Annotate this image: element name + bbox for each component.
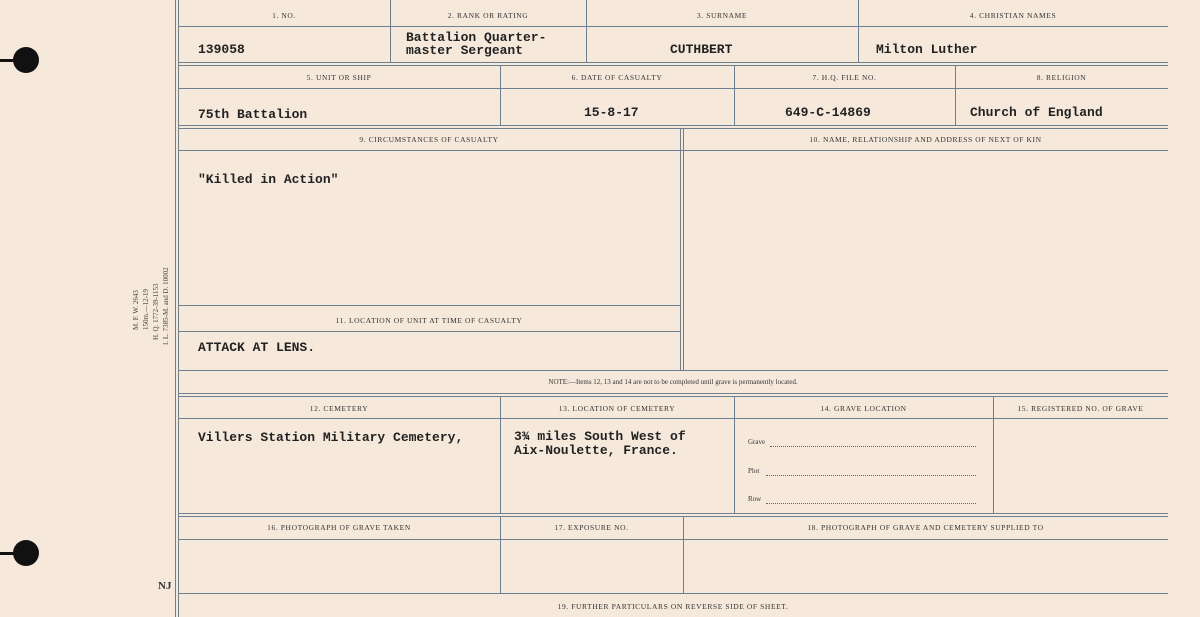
row1-header-rule bbox=[178, 26, 1168, 27]
header-rank: 2. RANK OR RATING bbox=[447, 11, 529, 20]
note-bottom-rule bbox=[178, 393, 1168, 394]
binder-hole-top-tab bbox=[0, 59, 20, 62]
location-header-rule bbox=[178, 331, 680, 332]
value-hq: 649-C-14869 bbox=[785, 105, 871, 120]
header-exposure: 17. EXPOSURE NO. bbox=[554, 523, 629, 532]
row-field-line bbox=[766, 503, 976, 504]
header-further: 19. FURTHER PARTICULARS ON REVERSE SIDE OF SHEET. bbox=[557, 602, 789, 611]
header-religion: 8. RELIGION bbox=[1036, 73, 1087, 82]
value-location-unit: ATTACK AT LENS. bbox=[198, 340, 316, 355]
grave-field-line bbox=[770, 446, 976, 447]
value-cemetery: Villers Station Military Cemetery, bbox=[198, 430, 464, 445]
row4-divider-a bbox=[500, 396, 501, 514]
plot-field-label: Plot bbox=[748, 467, 760, 475]
header-christian: 4. CHRISTIAN NAMES bbox=[969, 11, 1057, 20]
value-unit: 75th Battalion bbox=[198, 107, 308, 122]
row1-bottom-rule bbox=[178, 62, 1168, 63]
row3-bottom-rule bbox=[178, 370, 1168, 371]
header-hq: 7. H.Q. FILE NO. bbox=[812, 73, 877, 82]
row5-header-rule bbox=[178, 539, 1168, 540]
header-date: 6. DATE OF CASUALTY bbox=[571, 73, 663, 82]
header-surname: 3. SURNAME bbox=[696, 11, 748, 20]
row-field-label: Row bbox=[748, 495, 762, 503]
row3-divider bbox=[680, 128, 681, 370]
row2-bottom-rule bbox=[178, 125, 1168, 126]
row4-header-rule bbox=[178, 418, 1168, 419]
header-photo-supplied: 18. PHOTOGRAPH OF GRAVE AND CEMETERY SUPPLIED TO bbox=[807, 523, 1044, 532]
note-bottom-rule-2 bbox=[178, 396, 1168, 397]
header-location-unit: 11. LOCATION OF UNIT AT TIME OF CASUALTY bbox=[335, 316, 523, 325]
value-rank-line2: master Sergeant bbox=[406, 43, 524, 58]
value-cemetery-location-line1: 3¾ miles South West of bbox=[514, 429, 686, 444]
row2-header-rule bbox=[178, 88, 1168, 89]
row4-divider-b bbox=[734, 396, 735, 514]
header-cemetery: 12. CEMETERY bbox=[309, 404, 369, 413]
row4-bottom-rule-2 bbox=[178, 516, 1168, 517]
form-code-line4: I. L. 7385-M. and D. 10002 bbox=[162, 267, 170, 345]
margin-mark: NJ bbox=[158, 580, 172, 592]
value-circumstances: "Killed in Action" bbox=[198, 172, 339, 187]
header-cemetery-location: 13. LOCATION OF CEMETERY bbox=[558, 404, 676, 413]
value-date: 15-8-17 bbox=[584, 105, 639, 120]
header-no: 1. NO. bbox=[272, 11, 296, 20]
value-no: 139058 bbox=[198, 42, 245, 57]
header-registered: 15. REGISTERED NO. OF GRAVE bbox=[1017, 404, 1144, 413]
form-left-border bbox=[175, 0, 176, 617]
row1-bottom-rule-2 bbox=[178, 65, 1168, 66]
row1-divider-c bbox=[858, 0, 859, 62]
row2-bottom-rule-2 bbox=[178, 128, 1168, 129]
form-code-line3: H. Q. 1772-39-1153 bbox=[152, 283, 160, 340]
value-religion: Church of England bbox=[970, 105, 1103, 120]
header-photo-taken: 16. PHOTOGRAPH OF GRAVE TAKEN bbox=[267, 523, 411, 532]
header-unit: 5. UNIT OR SHIP bbox=[306, 73, 372, 82]
row4-divider-c bbox=[993, 396, 994, 514]
grave-field-label: Grave bbox=[748, 438, 766, 446]
circumstances-bottom-rule bbox=[178, 305, 680, 306]
value-christian: Milton Luther bbox=[876, 42, 978, 57]
row1-divider-b bbox=[586, 0, 587, 62]
note-text: NOTE:—Items 12, 13 and 14 are not to be completed until grave is permanently located. bbox=[548, 378, 798, 386]
value-surname: CUTHBERT bbox=[670, 42, 733, 57]
header-circumstances: 9. CIRCUMSTANCES OF CASUALTY bbox=[359, 135, 499, 144]
row5-bottom-rule bbox=[178, 593, 1168, 594]
value-rank-line1: Battalion Quarter- bbox=[406, 30, 547, 45]
form-code-line1: M. F. W. 2643 bbox=[132, 290, 140, 330]
row3-header-rule bbox=[178, 150, 1168, 151]
row1-divider-a bbox=[390, 0, 391, 62]
row4-bottom-rule bbox=[178, 513, 1168, 514]
plot-field-line bbox=[766, 475, 976, 476]
header-kin: 10. NAME, RELATIONSHIP AND ADDRESS OF NEXT OF KIN bbox=[809, 135, 1042, 144]
row3-divider-2 bbox=[683, 128, 684, 370]
header-grave-location: 14. GRAVE LOCATION bbox=[820, 404, 907, 413]
binder-hole-bottom-tab bbox=[0, 552, 20, 555]
form-code-line2: 150m.—12-19 bbox=[142, 288, 150, 330]
value-cemetery-location-line2: Aix-Noulette, France. bbox=[514, 443, 678, 458]
